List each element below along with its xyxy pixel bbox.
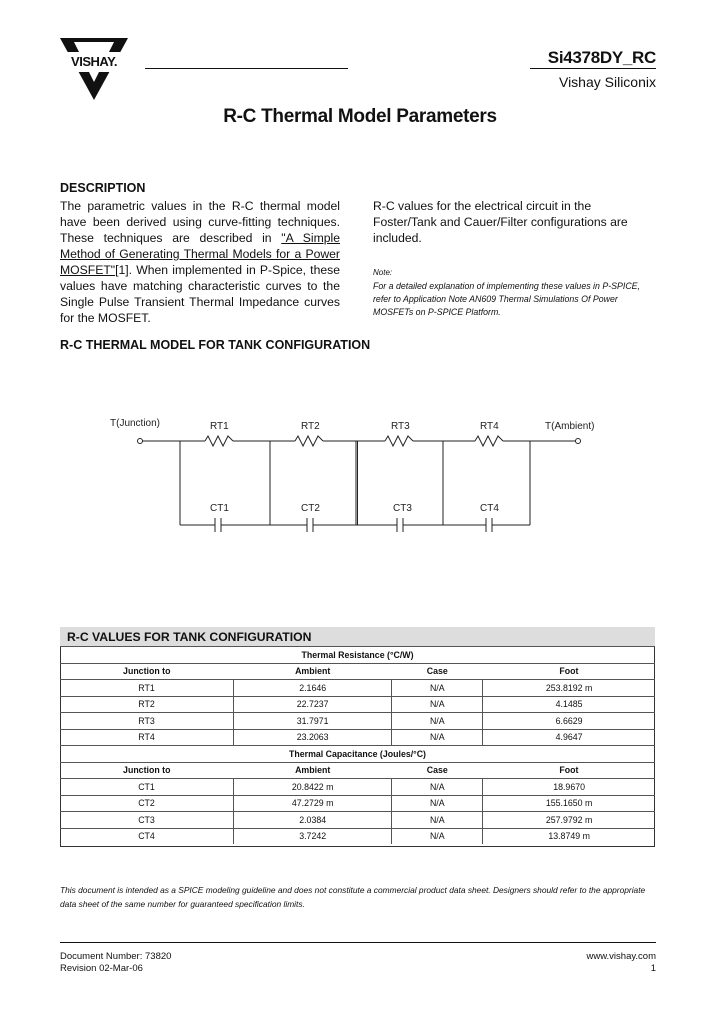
- table-cell: CT1: [60, 779, 234, 796]
- table-cell: N/A: [392, 729, 483, 746]
- description-text-part1: The parametric values in the R-C thermal model have been derived using curve-fitting techniques. These techniques are described in: [60, 199, 340, 245]
- table-cell: 2.1646: [234, 680, 392, 697]
- table-row: [60, 779, 655, 796]
- column-header: Junction to: [60, 762, 234, 779]
- table-cell: N/A: [392, 795, 483, 812]
- column-header: Case: [392, 663, 483, 680]
- capacitance-header: Thermal Capacitance (Joules/°C): [60, 746, 655, 763]
- capacitor-label: CT1: [210, 503, 229, 514]
- part-number-rule: [530, 68, 656, 69]
- table-cell: CT3: [60, 812, 234, 829]
- table-header-row: [60, 762, 655, 779]
- configurations-text: R-C values for the electrical circuit in the Foster/Tank and Cauer/Filter configurations are included.: [373, 199, 628, 245]
- table-cell: 13.8749 m: [483, 828, 655, 844]
- table-cell: 253.8192 m: [483, 680, 655, 697]
- reference-link[interactable]: "A Simple Method of Generating Thermal Models for a Power MOSFET": [60, 231, 340, 277]
- resistance-header: Thermal Resistance (°C/W): [60, 647, 655, 664]
- logo-text: VISHAY.: [71, 54, 117, 69]
- page-number: 1: [650, 963, 656, 974]
- table-cell: N/A: [392, 779, 483, 796]
- table-cell: RT3: [60, 713, 234, 730]
- footer-rule: [60, 942, 656, 943]
- website-link[interactable]: www.vishay.com: [586, 951, 656, 962]
- table-cell: 20.8422 m: [234, 779, 392, 796]
- table-cell: 31.7971: [234, 713, 392, 730]
- table-cell: 4.1485: [483, 696, 655, 713]
- table-cell: RT4: [60, 729, 234, 746]
- column-header: Foot: [483, 663, 655, 680]
- table-cell: N/A: [392, 713, 483, 730]
- note-label: Note:: [373, 268, 393, 277]
- footer-right: [586, 951, 656, 975]
- table-cell: 3.7242: [234, 828, 392, 844]
- part-number: Si4378DY_RC: [547, 48, 656, 67]
- rc-values-table: [60, 627, 655, 844]
- description-text-part2: [1]. When implemented in P-Spice, these values have matching characteristic curves to the Single Pulse Transient Thermal Impedance curves for the MOSFET.: [60, 263, 340, 325]
- table-cell: 47.2729 m: [234, 795, 392, 812]
- table-caption: R-C VALUES FOR TANK CONFIGURATION: [60, 627, 655, 647]
- table-cell: 22.7237: [234, 696, 392, 713]
- table-row: [60, 812, 655, 829]
- disclaimer-text: This document is intended as a SPICE modeling guideline and does not constitute a commercial product data sheet. Designers should refer to the appropriate data sheet of the same number for guaranteed specification limits.: [60, 885, 646, 909]
- table-cell: RT1: [60, 680, 234, 697]
- table-cell: 6.6629: [483, 713, 655, 730]
- model-heading: R-C THERMAL MODEL FOR TANK CONFIGURATION: [60, 338, 371, 352]
- logo-triangle-icon: [60, 38, 128, 100]
- table-row: [60, 828, 655, 844]
- revision: Revision 02-Mar-06: [60, 963, 143, 974]
- resistor-label: RT1: [210, 421, 229, 432]
- page-title: R-C Thermal Model Parameters: [223, 106, 497, 127]
- capacitor-label: CT2: [301, 503, 320, 514]
- table-cell: N/A: [392, 696, 483, 713]
- ambient-label: T(Ambient): [545, 421, 595, 432]
- capacitor-label: CT3: [393, 503, 412, 514]
- table-row: [60, 713, 655, 730]
- resistor-label: RT4: [480, 421, 499, 432]
- document-number: Document Number: 73820: [60, 951, 172, 962]
- column-header: Ambient: [234, 762, 392, 779]
- table-cell: CT2: [60, 795, 234, 812]
- tank-circuit-diagram: [100, 405, 620, 545]
- table-row: [60, 729, 655, 746]
- table-cell: 257.9792 m: [483, 812, 655, 829]
- table-cell: N/A: [392, 680, 483, 697]
- resistor-label: RT2: [301, 421, 320, 432]
- table-cell: 155.1650 m: [483, 795, 655, 812]
- resistor-label: RT3: [391, 421, 410, 432]
- note-text: For a detailed explanation of implementing these values in P-SPICE, refer to Application Note AN609 Thermal Simulations Of Power MOSFETs on P-SPICE Platform.: [373, 281, 640, 317]
- table-cell: 4.9647: [483, 729, 655, 746]
- vishay-logo: [60, 38, 128, 100]
- capacitor-label: CT4: [480, 503, 499, 514]
- junction-label: T(Junction): [110, 418, 161, 429]
- table-row: [60, 696, 655, 713]
- table-header-row: [60, 663, 655, 680]
- description-text: [60, 198, 340, 326]
- description-heading: DESCRIPTION: [60, 181, 146, 195]
- column-header: Case: [392, 762, 483, 779]
- column-header: Junction to: [60, 663, 234, 680]
- table-row: [60, 680, 655, 697]
- table-cell: N/A: [392, 812, 483, 829]
- table-cell: RT2: [60, 696, 234, 713]
- table-cell: 2.0384: [234, 812, 392, 829]
- column-header: Ambient: [234, 663, 392, 680]
- company-name: Vishay Siliconix: [558, 74, 656, 90]
- document-info: [60, 951, 171, 975]
- table-row: [60, 795, 655, 812]
- table-cell: N/A: [392, 828, 483, 844]
- table-cell: 18.9670: [483, 779, 655, 796]
- header-rule: [145, 68, 348, 69]
- table-cell: CT4: [60, 828, 234, 844]
- table-cell: 23.2063: [234, 729, 392, 746]
- column-header: Foot: [483, 762, 655, 779]
